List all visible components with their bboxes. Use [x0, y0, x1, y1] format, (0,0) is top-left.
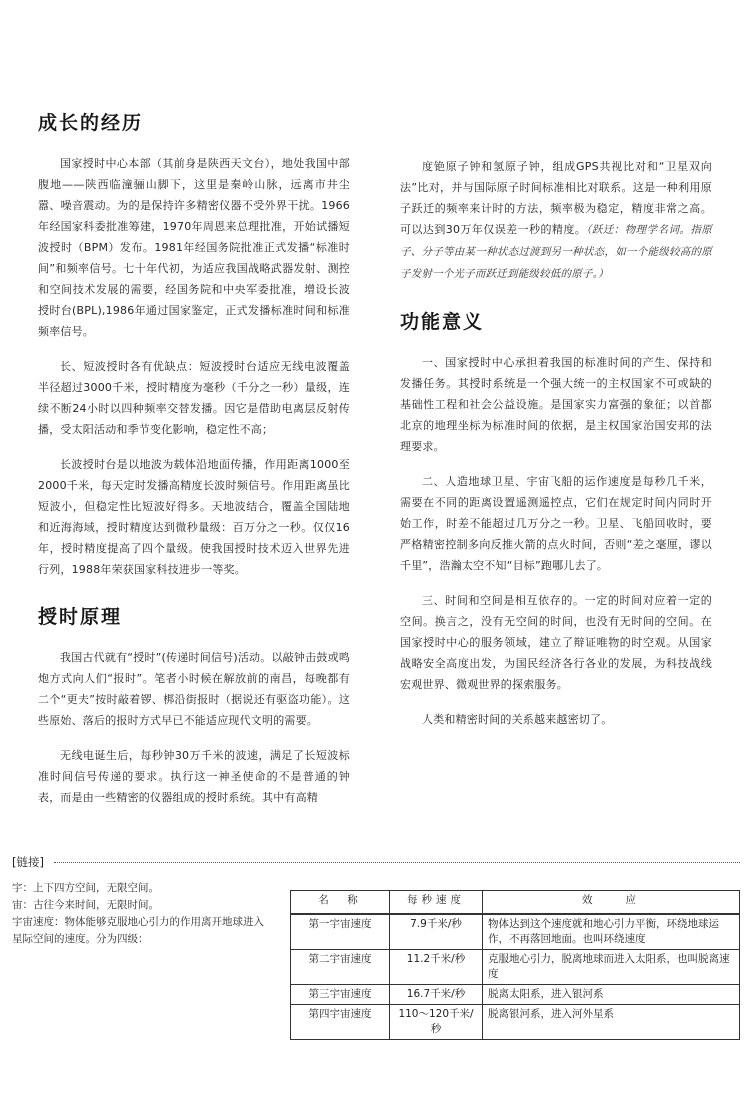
table-header: 效 应 [483, 891, 740, 915]
table-cell-speed: 7.9千米/秒 [390, 914, 483, 950]
definition-item: 宇宙速度：物体能够克服地心引力的作用离开地球进入星际空间的速度。分为四级： [12, 916, 264, 945]
paragraph [400, 156, 712, 285]
link-section-header [12, 854, 740, 870]
table-header-row [291, 891, 740, 915]
paragraph: 国家授时中心本部（其前身是陕西天文台），地处我国中部腹地——陕西临潼骊山脚下，这里是秦岭山脉，远离市井尘嚣、噪音震动。为的是保持许多精密仪器不受外界干扰。1966年经国家科委批准筹建，1970年周恩来总理批准，开始试播短波授时（BPM）发布。1981年经国务院批准正式发播“标准时间”和频率信号。七十年代初，为适应我国战略武器发射、测控和空间技术发展的需要，经国务院和中央军委批准，增设长波授时台(BPL),1986年通过国家鉴定，正式发播标准时间和标准频率信号。 [38, 157, 350, 338]
table-row [291, 914, 740, 950]
section-heading-principle: 授时原理 [38, 606, 123, 628]
right-column [400, 156, 712, 730]
table-cell-effect: 物体达到这个速度就和地心引力平衡，环绕地球运作，不再落回地面。也叫环绕速度 [483, 914, 740, 950]
paragraph: 一、国家授时中心承担着我国的标准时间的产生、保持和发播任务。其授时系统是一个强大统一的主权国家不可或缺的基础性工程和社会公益设施。是国家实力富强的象征；以首都北京的地理坐标为标准时间的依据，是主权国家治国安邦的法理要求。 [400, 356, 712, 453]
paragraph: 无线电诞生后，每秒钟30万千米的波速，满足了长短波标准时间信号传递的要求。执行这一神圣使命的不是普通的钟表，而是由一些精密的仪器组成的授时系统。其中有高精 [38, 749, 350, 804]
table-cell-effect: 克服地心引力，脱离地球而进入太阳系，也叫脱离速度 [483, 950, 740, 985]
left-column [38, 108, 350, 808]
paragraph: 我国古代就有“授时”(传递时间信号)活动。以敲钟击鼓或鸣炮方式向人们“报时”。笔者小时候在解放前的南昌，每晚都有二个“更夫”按时敲着锣、梆沿街报时（据说还有驱盗功能）。这些原始、落后的报时方式早已不能适应现代文明的需要。 [38, 651, 350, 727]
table-cell-name: 第三宇宙速度 [291, 985, 390, 1005]
table-row [291, 985, 740, 1005]
table-cell-name: 第四宇宙速度 [291, 1005, 390, 1040]
table-cell-speed: 110～120千米/秒 [390, 1005, 483, 1040]
table-cell-effect: 脱离银河系，进入河外星系 [483, 1005, 740, 1040]
table-cell-effect: 脱离太阳系，进入银河系 [483, 985, 740, 1005]
section-heading-function: 功能意义 [400, 311, 485, 333]
dotted-divider [54, 862, 740, 863]
footnote-inline: （跃迁：物理学名词。指原子、分子等由某一种状态过渡到另一种状态，如一个能级较高的原子发射一个光子而跃迁到能级较低的原子。） [400, 224, 712, 280]
table-cell-name: 第一宇宙速度 [291, 914, 390, 950]
table-cell-speed: 11.2千米/秒 [390, 950, 483, 985]
paragraph: 长波授时台是以地波为载体沿地面传播，作用距离1000至2000千米，每天定时发播高精度长波时频信号。作用距离虽比短波小，但稳定性比短波好得多。天地波结合，覆盖全国陆地和近海海域，授时精度达到微秒量级：百万分之一秒。仅仅16年，授时精度提高了四个量级。使我国授时技术迈入世界先进行列，1988年荣获国家科技进步一等奖。 [38, 458, 350, 576]
section-heading-growth: 成长的经历 [38, 112, 144, 134]
paragraph: 三、时间和空间是相互依存的。一定的时间对应着一定的空间。换言之，没有无空间的时间，也没有无时间的空间。在国家授时中心的服务领域，建立了辩证唯物的时空观。从国家战略安全高度出发，为国民经济各行各业的发展，为科技战线宏观世界、微观世界的探索服务。 [400, 594, 712, 691]
table-header: 每秒速度 [390, 891, 483, 915]
paragraph: 长、短波授时各有优缺点：短波授时台适应无线电波覆盖半径超过3000千米，授时精度为毫秒（千分之一秒）量级，连续不断24小时以四种频率交替发播。因它是借助电离层反射传播，受太阳活动和季节变化影响，稳定性不高； [38, 360, 350, 436]
definitions [12, 880, 274, 948]
paragraph-text: 度铯原子钟和氢原子钟，组成GPS共视比对和“卫星双向法”比对，并与国际原子时间标准相比对联系。这是一种利用原子跃迁的频率来计时的方法，频率极为稳定，精度非常之高。可以达到30万年仅误差一秒的精度。 [400, 160, 712, 236]
table-row [291, 950, 740, 985]
link-label: [链接] [12, 855, 44, 869]
table-row [291, 1005, 740, 1040]
definition-item: 宇：上下四方空间，无限空间。 [12, 882, 159, 894]
paragraph: 二、人造地球卫星、宇宙飞船的运作速度是每秒几千米，需要在不同的距离设置遥测遥控点，它们在规定时间内同时开始工作，时差不能超过几万分之一秒。卫星、飞船回收时，要严格精密控制多向反推火箭的点火时间，否则“差之毫厘，谬以千里”，浩瀚太空不知“目标”跑哪儿去了。 [400, 475, 712, 572]
paragraph: 人类和精密时间的关系越来越密切了。 [422, 713, 613, 726]
table-cell-name: 第二宇宙速度 [291, 950, 390, 985]
table-cell-speed: 16.7千米/秒 [390, 985, 483, 1005]
cosmic-velocity-table [290, 890, 740, 1040]
table-header: 名 称 [291, 891, 390, 915]
definition-item: 宙：古往今来时间，无限时间。 [12, 899, 159, 911]
